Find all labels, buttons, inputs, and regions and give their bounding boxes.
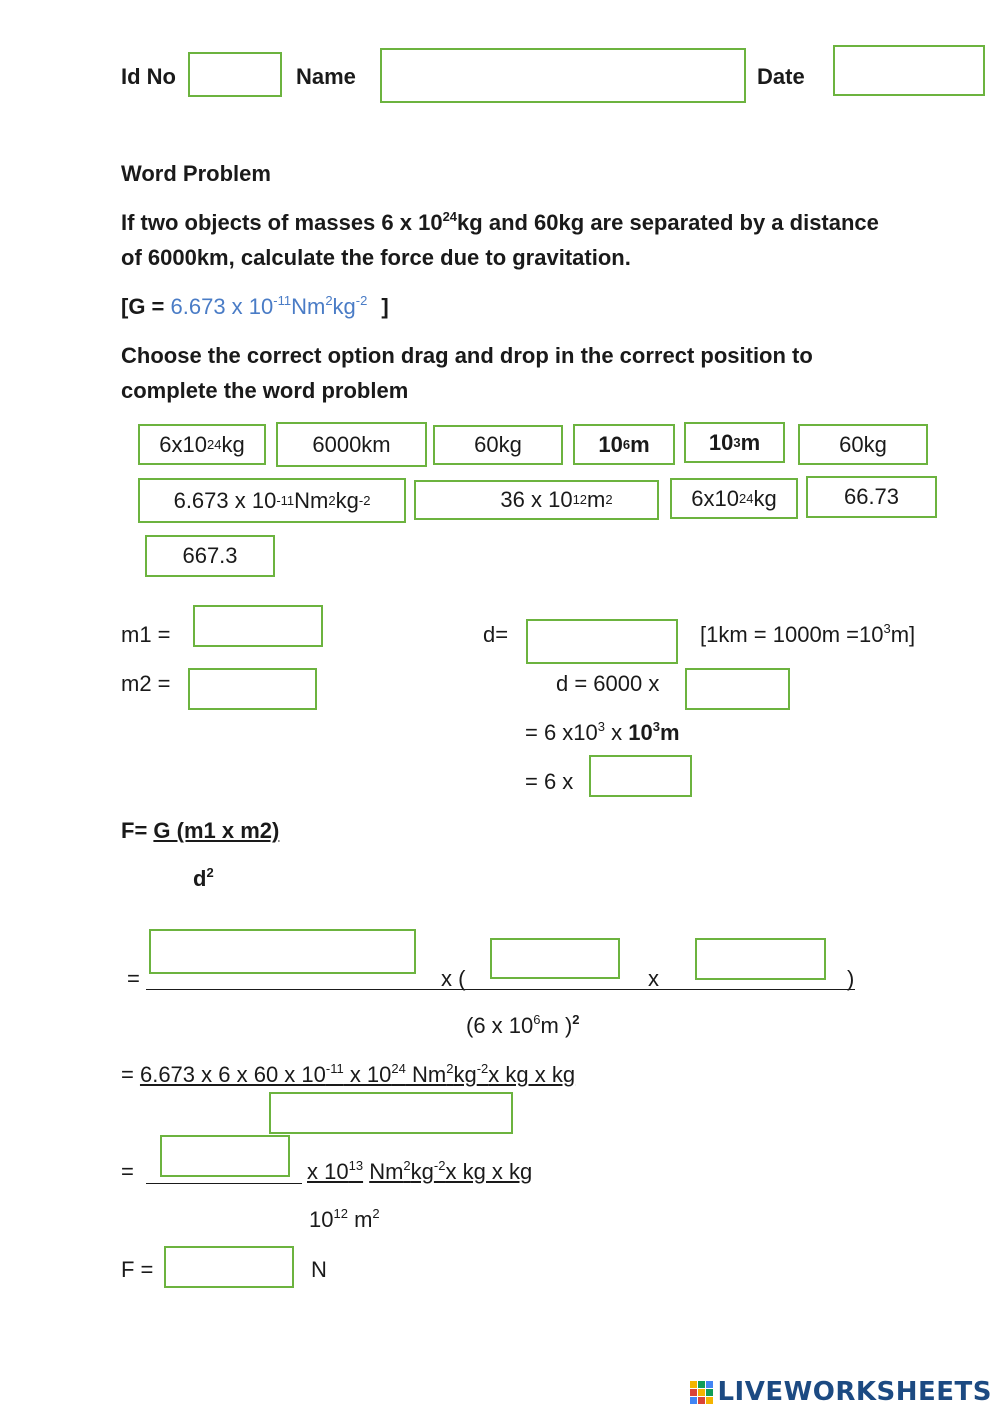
option-chip[interactable]: 60kg <box>798 424 928 465</box>
m2-drop-slot[interactable] <box>188 668 317 710</box>
m1-label: m1 = <box>121 622 171 647</box>
liveworksheets-logo <box>690 1377 992 1407</box>
final-label: F = <box>121 1257 154 1282</box>
problem-line-1: If two objects of masses 6 x $10^{24}kg$ and 60kg are separated by a distance <box>121 209 879 235</box>
section-heading: Word Problem <box>121 161 271 186</box>
m1-drop-slot[interactable] <box>193 605 323 647</box>
simplify-expression: x $10^{13}$ $Nm^2kg^{-2}x$ kg x kg <box>307 1158 533 1184</box>
substitution-open: x ( <box>441 966 466 991</box>
simplify-blank-line <box>146 1183 302 1184</box>
logo-grid-icon <box>690 1381 713 1404</box>
option-chip[interactable]: 6x10 24 kg <box>670 478 798 519</box>
instruction-line-2: complete the word problem <box>121 378 409 403</box>
instruction-line-1: Choose the correct option drag and drop in the correct position to <box>121 343 813 368</box>
option-chip[interactable]: 6.673 x 10 -11 Nm 2 kg -2 <box>138 478 406 523</box>
option-chip[interactable]: 10 3 m <box>684 422 785 463</box>
option-chip[interactable]: 6x10 24 kg <box>138 424 266 465</box>
id-input[interactable] <box>188 52 282 97</box>
gravitational-constant: [G = 6.673 x $10^{-11}Nm^2kg^{-2}$ ] <box>121 293 389 319</box>
km-conversion-note: $[1km = 1000m =10^3m]$ <box>700 621 916 647</box>
final-unit: N <box>311 1257 327 1282</box>
substitution-times: x <box>648 966 659 991</box>
date-input[interactable] <box>833 45 985 96</box>
final-answer-drop-slot[interactable] <box>164 1246 294 1288</box>
expanded-expression: = 6.673 x 6 x 60 x $10^{-11}$ x $10^{24}$ $Nm^2kg^{-2}x$ kg x kg <box>121 1061 576 1087</box>
substitution-denominator: (6 x $10^6m$ )$^2$ <box>466 1012 580 1038</box>
force-formula: F= G (m1 x m2) <box>121 818 280 843</box>
problem-line-2: of 6000km, calculate the force due to gravitation. <box>121 245 631 270</box>
coefficient-drop-slot[interactable] <box>160 1135 290 1177</box>
substitution-close: ) <box>847 966 855 991</box>
option-chip[interactable]: 10 6 m <box>573 424 675 465</box>
date-label: Date <box>757 64 805 89</box>
option-chip[interactable]: 667.3 <box>145 535 275 577</box>
fraction-bar <box>146 989 855 990</box>
m1-sub-drop-slot[interactable] <box>490 938 620 979</box>
d-step-2: = 6 x <box>525 769 574 794</box>
option-chip[interactable]: 60kg <box>433 425 563 465</box>
substitution-equals: = <box>127 966 140 991</box>
simplify-denominator: $10^{12}$ $m^2$ <box>309 1206 380 1232</box>
name-label: Name <box>296 64 356 89</box>
option-chip[interactable]: 36 x 10 12 m 2 <box>414 480 659 520</box>
name-input[interactable] <box>380 48 746 103</box>
denominator-drop-slot[interactable] <box>269 1092 513 1134</box>
m2-label: m2 = <box>121 671 171 696</box>
d-result-drop-slot[interactable] <box>589 755 692 797</box>
d-step-1: = 6 $x10^3$ x $10^3m$ <box>525 719 680 745</box>
m2-sub-drop-slot[interactable] <box>695 938 826 980</box>
id-label: Id No <box>121 64 176 89</box>
d-drop-slot[interactable] <box>526 619 678 664</box>
g-drop-slot[interactable] <box>149 929 416 974</box>
simplify-equals: = <box>121 1159 134 1184</box>
d-label: d= <box>483 622 509 647</box>
formula-denominator: $d^2$ <box>193 865 214 891</box>
d-equation: d = 6000 x <box>556 671 660 696</box>
d-multiplier-drop-slot[interactable] <box>685 668 790 710</box>
brand-name: LIVEWORKSHEETS <box>717 1377 992 1407</box>
option-chip[interactable]: 66.73 <box>806 476 937 518</box>
option-chip[interactable]: 6000km <box>276 422 427 467</box>
